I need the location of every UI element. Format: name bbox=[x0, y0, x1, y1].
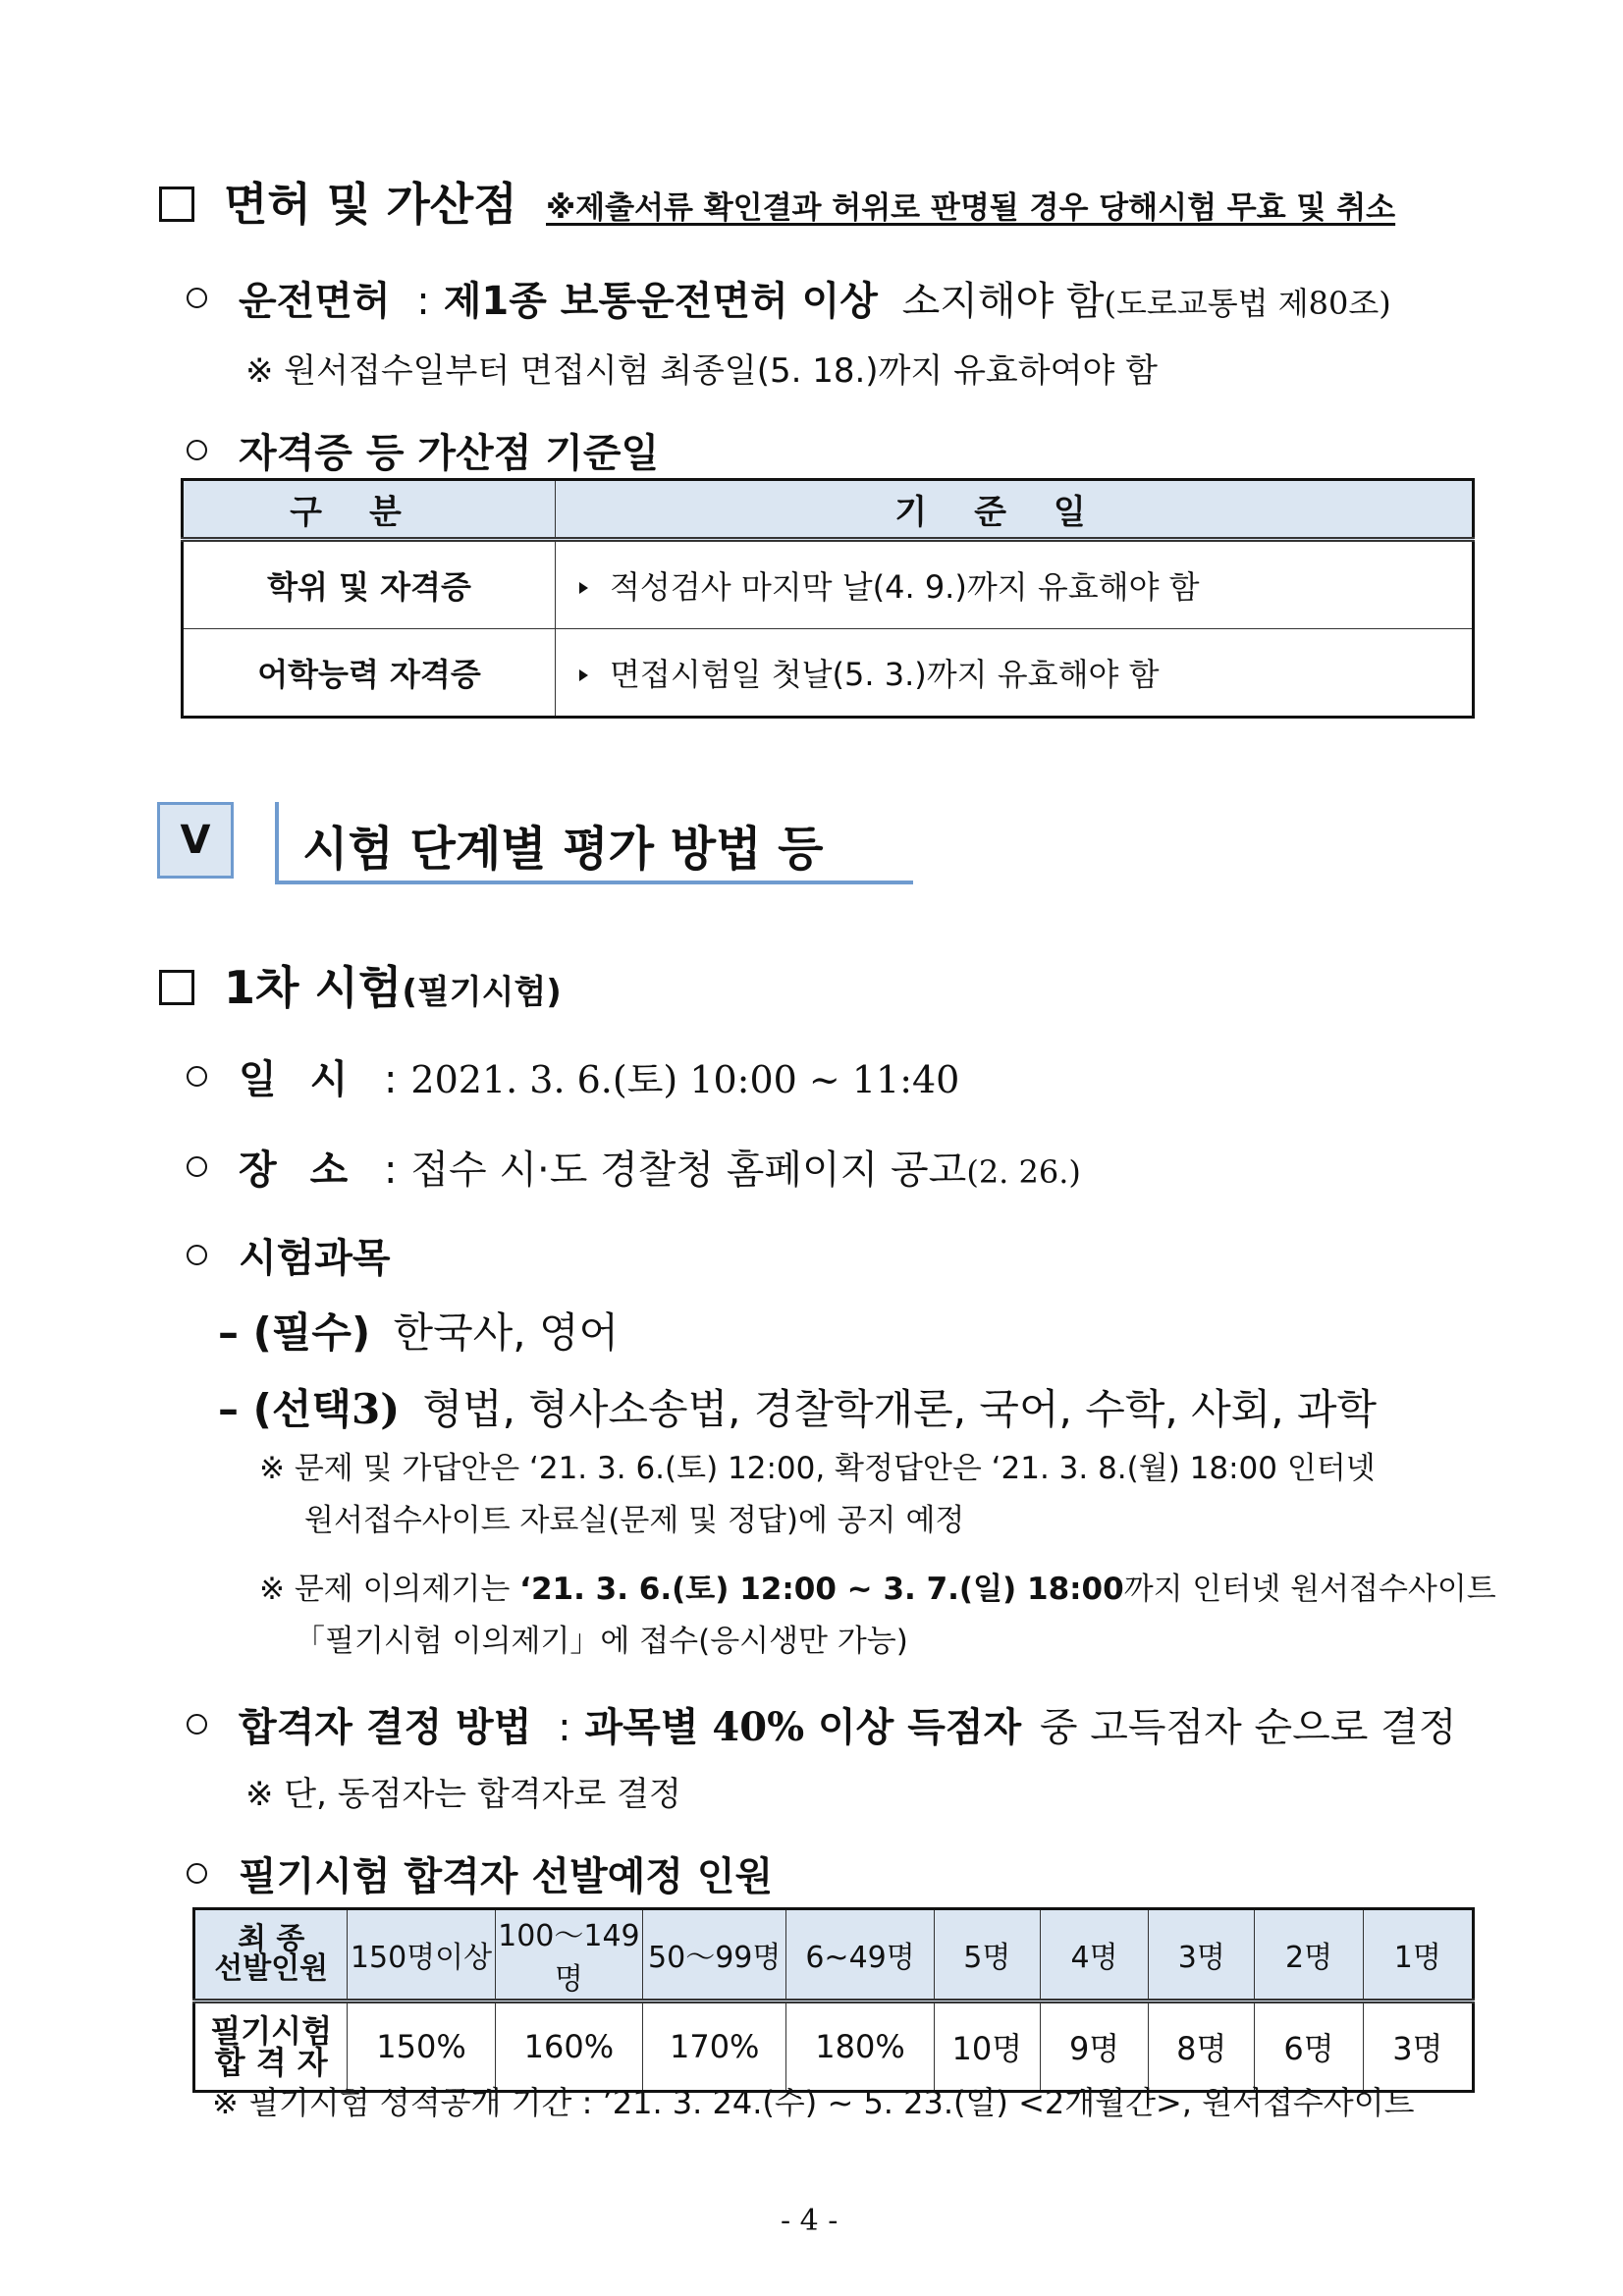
pass-decision-rest: 중 고득점자 순으로 결정 bbox=[1039, 1705, 1457, 1750]
section-vertical-rule bbox=[275, 802, 279, 884]
final-selection-label-line2: 선발인원 bbox=[214, 1951, 329, 1986]
table-cell-category: 학위 및 자격증 bbox=[183, 540, 556, 629]
elective-subjects-label-num: 3) bbox=[351, 1385, 401, 1433]
exam-subjects-label: 시험과목 bbox=[239, 1236, 391, 1281]
pass-decision-percent: 40% bbox=[712, 1704, 805, 1750]
pass-count-heading bbox=[187, 1845, 773, 1901]
table-header-category: 구분 bbox=[183, 480, 556, 540]
table-cell: 4명 bbox=[1040, 1909, 1148, 2002]
table-cell-criteria bbox=[556, 540, 1474, 629]
table-row bbox=[183, 629, 1474, 718]
required-subjects-line bbox=[218, 1301, 619, 1360]
elective-subjects-label-a: – (선택 bbox=[218, 1385, 352, 1433]
answer-notice-line1: ※ 문제 및 가답안은 ‘21. 3. 6.(토) 12:00, 확정답안은 ‘21. 3. 8.(월) 18:00 인터넷 bbox=[259, 1451, 1376, 1486]
required-subjects-label: – (필수) bbox=[218, 1308, 371, 1357]
pass-count-table bbox=[192, 1907, 1475, 2093]
elective-subjects-line bbox=[218, 1377, 1377, 1436]
exam-place-line bbox=[187, 1139, 1081, 1195]
criteria-text: 면접시험일 첫날(5. 3.)까지 유효해야 함 bbox=[610, 656, 1160, 693]
circle-bullet-icon bbox=[187, 288, 207, 308]
section-number-box: V bbox=[157, 802, 234, 879]
table-cell: 2명 bbox=[1255, 1909, 1363, 2002]
exam-datetime-value-pre: 2021. 3. 6.( bbox=[410, 1058, 627, 1101]
table-cell: 3명 bbox=[1149, 1909, 1255, 2002]
bonus-base-date-label: 자격증 등 가산점 기준일 bbox=[239, 431, 660, 476]
exam-place-value: 접수 시·도 경찰청 홈페이지 공고 bbox=[410, 1148, 967, 1193]
elective-subjects-value: 형법, 형사소송법, 경찰학개론, 국어, 수학, 사회, 과학 bbox=[422, 1385, 1378, 1433]
table-row bbox=[183, 540, 1474, 629]
exam-place-date: (2. 26.) bbox=[966, 1153, 1081, 1191]
table-cell: 160% bbox=[495, 2002, 642, 2092]
exam-place-label: 장 소 bbox=[239, 1148, 358, 1193]
exam-datetime-label: 일 시 bbox=[239, 1057, 358, 1102]
license-section-heading bbox=[159, 169, 517, 234]
table-cell: 180% bbox=[786, 2002, 934, 2092]
objection-notice-line2: 「필기시험 이의제기」에 접수(응시생만 가능) bbox=[295, 1624, 908, 1659]
final-selection-label bbox=[194, 1909, 348, 2002]
table-cell-category: 어학능력 자격증 bbox=[183, 629, 556, 718]
answer-notice-line2: 원서접수사이트 자료실(문제 및 정답)에 공지 예정 bbox=[304, 1503, 965, 1538]
page-number: - 4 - bbox=[781, 2204, 839, 2238]
written-pass-label-line2: 합 격 자 bbox=[214, 2044, 328, 2081]
table-cell: 1명 bbox=[1363, 1909, 1473, 2002]
triangle-bullet-icon bbox=[579, 669, 588, 681]
pass-decision-bold-a: 과목별 bbox=[584, 1705, 713, 1750]
objection-notice-pre: ※ 문제 이의제기는 bbox=[259, 1572, 520, 1607]
first-exam-subtitle: (필기시험) bbox=[402, 973, 562, 1012]
driver-license-colon: : bbox=[416, 279, 430, 324]
driver-license-law: (도로교통법 제80조) bbox=[1104, 285, 1391, 322]
table-cell: 5명 bbox=[934, 1909, 1040, 2002]
driver-license-suffix: 소지해야 함 bbox=[901, 279, 1105, 324]
final-selection-row bbox=[194, 1909, 1474, 2002]
circle-bullet-icon bbox=[187, 1714, 207, 1735]
triangle-bullet-icon bbox=[579, 582, 588, 594]
written-pass-label-line1: 필기시험 bbox=[210, 2012, 332, 2050]
first-exam-title: 1차 시험 bbox=[224, 961, 403, 1014]
table-cell-criteria bbox=[556, 629, 1474, 718]
table-cell: 8명 bbox=[1149, 2002, 1255, 2092]
table-header-row bbox=[183, 480, 1474, 540]
exam-place-colon: : bbox=[383, 1148, 398, 1193]
table-cell: 3명 bbox=[1363, 2002, 1473, 2092]
pass-count-label: 필기시험 합격자 선발예정 인원 bbox=[239, 1854, 774, 1899]
circle-bullet-icon bbox=[187, 1863, 207, 1884]
first-exam-heading bbox=[159, 952, 562, 1017]
circle-bullet-icon bbox=[187, 1245, 207, 1265]
square-bullet-icon bbox=[159, 187, 194, 222]
table-cell: 170% bbox=[643, 2002, 786, 2092]
objection-notice-post: 까지 인터넷 원서접수사이트 bbox=[1123, 1572, 1496, 1607]
section-title: 시험 단계별 평가 방법 등 bbox=[302, 822, 824, 877]
license-section-warning: ※제출서류 확인결과 허위로 판명될 경우 당해시험 무효 및 취소 bbox=[546, 190, 1396, 226]
score-disclosure-note: ※ 필기시험 성적공개 기간 : ’21. 3. 24.(수) ~ 5. 23.(일) <2개월간>, 원서접수사이트 bbox=[212, 2084, 1415, 2121]
driver-license-line bbox=[187, 270, 1391, 326]
table-cell: 100～149명 bbox=[495, 1909, 642, 2002]
circle-bullet-icon bbox=[187, 1066, 207, 1087]
section-horizontal-rule bbox=[275, 881, 913, 884]
objection-notice-period: ‘21. 3. 6.(토) 12:00 ~ 3. 7.(일) 18:00 bbox=[519, 1572, 1124, 1607]
table-header-criteria: 기준일 bbox=[556, 480, 1474, 540]
pass-decision-line bbox=[187, 1696, 1456, 1752]
bonus-base-date-table bbox=[181, 478, 1475, 719]
driver-license-label: 운전면허 bbox=[239, 279, 391, 324]
pass-decision-bold-b: 이상 득점자 bbox=[804, 1705, 1022, 1750]
exam-datetime-day: 토 bbox=[626, 1058, 664, 1101]
required-subjects-value: 한국사, 영어 bbox=[393, 1308, 620, 1357]
objection-notice-line1 bbox=[259, 1564, 1496, 1608]
table-cell: 150% bbox=[348, 2002, 495, 2092]
circle-bullet-icon bbox=[187, 1156, 207, 1177]
final-selection-label-line1: 최 종 bbox=[237, 1922, 305, 1956]
criteria-text: 적성검사 마지막 날(4. 9.)까지 유효해야 함 bbox=[610, 568, 1200, 606]
pass-decision-note: ※ 단, 동점자는 합격자로 결정 bbox=[245, 1775, 681, 1814]
pass-decision-colon: : bbox=[558, 1705, 571, 1750]
table-cell: 10명 bbox=[934, 2002, 1040, 2092]
pass-decision-label: 합격자 결정 방법 bbox=[239, 1705, 532, 1750]
table-cell: 6~49명 bbox=[786, 1909, 934, 2002]
table-cell: 6명 bbox=[1255, 2002, 1363, 2092]
circle-bullet-icon bbox=[187, 440, 207, 460]
table-cell: 9명 bbox=[1040, 2002, 1148, 2092]
table-cell: 150명이상 bbox=[348, 1909, 495, 2002]
exam-subjects-heading bbox=[187, 1227, 391, 1283]
exam-datetime-colon: : bbox=[383, 1057, 398, 1102]
driver-license-requirement: 제1종 보통운전면허 이상 bbox=[443, 279, 878, 324]
table-cell: 50～99명 bbox=[643, 1909, 786, 2002]
bonus-base-date-heading bbox=[187, 422, 659, 478]
license-section-title: 면허 및 가산점 bbox=[224, 178, 517, 231]
exam-datetime-value-post: ) 10:00 ~ 11:40 bbox=[663, 1058, 960, 1101]
square-bullet-icon bbox=[159, 970, 194, 1005]
driver-license-note: ※ 원서접수일부터 면접시험 최종일(5. 18.)까지 유효하여야 함 bbox=[245, 351, 1158, 391]
exam-datetime-line bbox=[187, 1048, 959, 1104]
